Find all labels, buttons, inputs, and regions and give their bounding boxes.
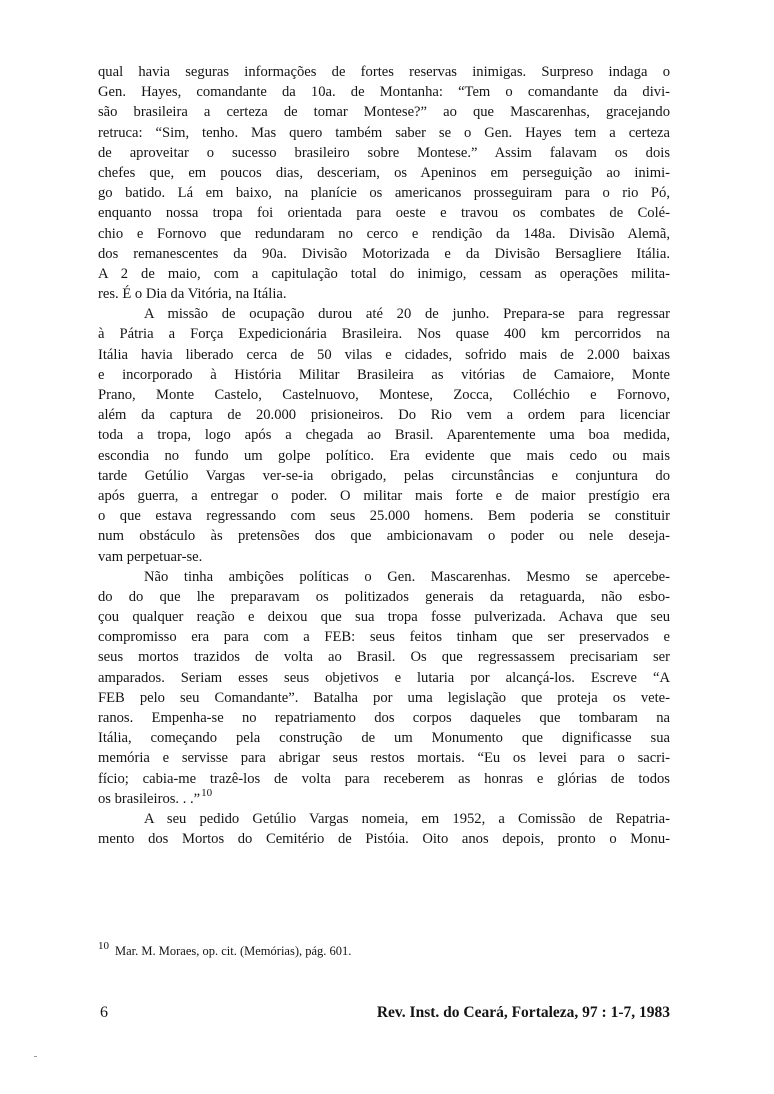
text-line: Gen. Hayes, comandante da 10a. de Montanha: “Tem o comandante da divi-: [98, 84, 670, 101]
text-line: Itália, começando pela construção de um Monumento que dignificasse sua: [98, 730, 670, 747]
text-line: ranos. Empenha-se no repatriamento dos corpos daqueles que tombaram na: [98, 710, 670, 726]
text-line: após guerra, a entregar o poder. O militar mais forte e de maior prestígio era: [98, 487, 670, 504]
text-line: num obstáculo às pretensões dos que ambicionavam o poder ou nele deseja-: [98, 528, 670, 545]
body-text: [98, 62, 670, 849]
text-line: à Pátria a Força Expedicionária Brasileira. Nos quase 400 km percorridos na: [98, 326, 670, 343]
text-line: go batido. Lá em baixo, na planície os americanos prosseguiram para o rio Pó,: [98, 185, 670, 202]
text-line: e incorporado à História Militar Brasileira as vitórias de Camaiore, Monte: [98, 366, 670, 383]
journal-reference: Rev. Inst. do Ceará, Fortaleza, 97 : 1-7, 1983: [376, 1004, 670, 1021]
text-line: de aproveitar o sucesso brasileiro sobre Montese.” Assim falavam os dois: [98, 144, 670, 161]
text-line: FEB pelo seu Comandante”. Batalha por uma legislação que proteja os vete-: [98, 689, 670, 706]
text-line: mento dos Mortos do Cemitério de Pistóia. Oito anos depois, pronto o Monu-: [98, 831, 670, 848]
text-line-content: os brasileiros. . .”: [98, 790, 201, 807]
footnote-text: Mar. M. Moraes, op. cit. (Memórias), pág. 601.: [115, 944, 352, 958]
text-line: çou qualquer reação e deixou que sua tropa fosse pulverizada. Achava que seu: [98, 609, 670, 626]
text-line: o que estava regressando com seus 25.000 homens. Bem poderia se constituir: [98, 508, 670, 525]
paragraph-start-line: A seu pedido Getúlio Vargas nomeia, em 1952, a Comissão de Repatria-: [144, 810, 670, 827]
text-line: compromisso era para com a FEB: seus feitos tinham que ser preservados e: [98, 629, 670, 646]
text-line: res. É o Dia da Vitória, na Itália.: [98, 286, 287, 303]
text-line: além da captura de 20.000 prisioneiros. Do Rio vem a ordem para licenciar: [98, 407, 670, 424]
text-line: tarde Getúlio Vargas ver-se-ia obrigado, pelas circunstâncias e conjuntura do: [98, 467, 670, 484]
paragraph-start-line: Não tinha ambições políticas o Gen. Mascarenhas. Mesmo se apercebe-: [144, 568, 670, 585]
footnote: [98, 938, 670, 959]
text-line: retruca: “Sim, tenho. Mas quero também saber se o Gen. Hayes tem a certeza: [98, 124, 670, 141]
scan-speck: [34, 1056, 37, 1057]
text-line: fício; cabia-me trazê-los de volta para receberem as honras e glórias de todos: [98, 770, 670, 787]
text-line: memória e servisse para abrigar seus restos mortais. “Eu os levei para o sacri-: [98, 750, 670, 767]
text-line: A 2 de maio, com a capitulação total do inimigo, cessam as operações milita-: [98, 265, 670, 282]
page-number: 6: [100, 1004, 108, 1021]
text-line: são brasileira a certeza de tomar Montese?” ao que Mascarenhas, gracejando: [98, 104, 670, 121]
text-line: dos remanescentes da 90a. Divisão Motorizada e da Divisão Bersagliere Itália.: [98, 245, 670, 262]
text-line: Prano, Monte Castelo, Castelnuovo, Montese, Zocca, Colléchio e Fornovo,: [98, 387, 670, 403]
text-line: amparados. Seriam esses seus objetivos e lutaria por alcançá-los. Escreve “A: [98, 669, 670, 686]
text-line-with-footnote-ref: [98, 786, 670, 809]
text-line: Itália havia liberado cerca de 50 vilas e cidades, sofrido mais de 2.000 baixas: [98, 346, 670, 363]
text-line: toda a tropa, logo após a chegada ao Brasil. Aparentemente uma boa medida,: [98, 427, 670, 444]
text-line: vam perpetuar-se.: [98, 548, 203, 565]
text-line: chefes que, em poucos dias, desceriam, os Apeninos em perseguição ao inimi-: [98, 164, 670, 181]
footnote-reference: 10: [201, 786, 213, 799]
text-line: qual havia seguras informações de fortes reservas inimigas. Surpreso indaga o: [98, 64, 670, 80]
text-line: seus mortos trazidos de volta ao Brasil. Os que regressassem precisariam ser: [98, 649, 670, 666]
page-footer: [98, 1004, 670, 1026]
text-line: chio e Fornovo que redundaram no cerco e rendição da 148a. Divisão Alemã,: [98, 225, 670, 242]
text-line: enquanto nossa tropa foi orientada para oeste e travou os combates de Colé-: [98, 205, 670, 222]
footnote-number: 10: [98, 940, 109, 952]
paragraph-start-line: A missão de ocupação durou até 20 de junho. Prepara-se para regressar: [144, 306, 670, 323]
text-line: do do que lhe preparavam os politizados generais da retaguarda, não esbo-: [98, 588, 670, 605]
text-line: escondia no fundo um golpe político. Era evidente que mais cedo ou mais: [98, 447, 670, 464]
